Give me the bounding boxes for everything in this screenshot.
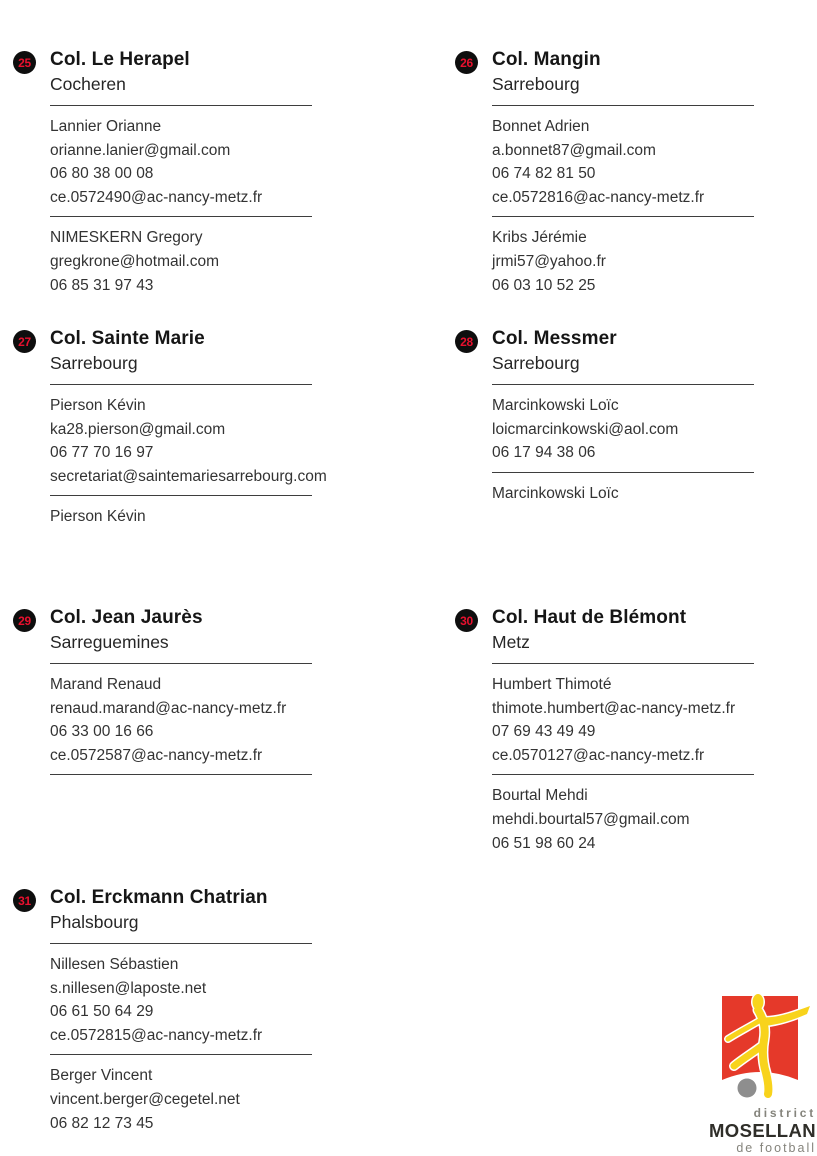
contact-email: gregkrone@hotmail.com — [50, 252, 220, 270]
contact-school-email: ce.0572490@ac-nancy-metz.fr — [50, 188, 263, 206]
school-city: Cocheren — [50, 74, 126, 94]
contact-phone: 06 77 70 16 97 — [50, 444, 154, 462]
contact-phone: 06 74 82 81 50 — [492, 165, 596, 183]
contact-school-email: ce.0572815@ac-nancy-metz.fr — [50, 1026, 263, 1044]
school-card-26 — [455, 48, 817, 297]
school-card-29 — [13, 606, 433, 784]
divider — [492, 216, 754, 217]
school-number: 27 — [18, 334, 31, 349]
divider — [492, 384, 754, 385]
school-card-27 — [13, 327, 433, 529]
contact-name: Kribs Jérémie — [492, 229, 587, 247]
contact-phone: 06 33 00 16 66 — [50, 723, 154, 741]
school-city: Metz — [492, 632, 530, 652]
contact-block — [50, 226, 433, 297]
logo-line-mosellan: MOSELLAN — [708, 1120, 816, 1141]
school-card-30 — [455, 606, 817, 855]
contact-phone: 06 80 38 00 08 — [50, 165, 154, 183]
contact-name: Nillesen Sébastien — [50, 956, 179, 973]
contact-school-email: ce.0572816@ac-nancy-metz.fr — [492, 188, 705, 206]
contact-school-email: secretariat@saintemariesarrebourg.com — [50, 467, 327, 485]
contact-school-email: ce.0570127@ac-nancy-metz.fr — [492, 746, 705, 764]
school-name: Col. Jean Jaurès — [50, 607, 203, 628]
divider — [50, 105, 312, 106]
school-number-badge — [13, 609, 36, 632]
contact-email: orianne.lanier@gmail.com — [50, 141, 231, 159]
school-name: Col. Erckmann Chatrian — [50, 887, 268, 908]
school-card-31 — [13, 886, 433, 1135]
divider — [492, 105, 754, 106]
contact-phone: 07 69 43 49 49 — [492, 723, 596, 741]
contact-block — [492, 226, 817, 297]
school-city: Sarreguemines — [50, 632, 169, 652]
divider — [50, 663, 312, 664]
divider — [492, 774, 754, 775]
school-name: Col. Le Herapel — [50, 49, 190, 70]
contact-name: Pierson Kévin — [50, 397, 146, 414]
contact-block — [50, 673, 433, 767]
divider — [50, 216, 312, 217]
contact-name: Marcinkowski Loïc — [492, 397, 619, 414]
contact-email: s.nillesen@laposte.net — [50, 979, 207, 997]
school-number-badge — [455, 330, 478, 353]
contact-name: Marcinkowski Loïc — [492, 484, 619, 502]
contact-name: Marand Renaud — [50, 676, 162, 693]
football-player-emblem-icon — [713, 993, 817, 1106]
school-name: Col. Messmer — [492, 328, 617, 349]
divider — [50, 1054, 312, 1055]
contact-school-email: ce.0572587@ac-nancy-metz.fr — [50, 746, 263, 764]
divider — [50, 495, 312, 496]
logo-text — [700, 1106, 816, 1156]
contact-block — [50, 394, 433, 488]
contact-phone: 06 03 10 52 25 — [492, 276, 596, 294]
school-number: 28 — [460, 334, 473, 349]
contact-block — [492, 784, 817, 855]
contact-block — [492, 394, 817, 465]
contact-name: Bonnet Adrien — [492, 118, 590, 135]
divider — [492, 472, 754, 473]
school-name: Col. Haut de Blémont — [492, 607, 687, 628]
school-city: Sarrebourg — [492, 74, 580, 94]
logo-line-de-football: de football — [736, 1141, 816, 1155]
school-number-badge — [455, 609, 478, 632]
contact-block — [50, 953, 433, 1047]
divider — [492, 663, 754, 664]
contact-email: renaud.marand@ac-nancy-metz.fr — [50, 699, 287, 717]
contact-email: mehdi.bourtal57@gmail.com — [492, 810, 690, 828]
contact-email: ka28.pierson@gmail.com — [50, 420, 226, 438]
contact-phone: 06 85 31 97 43 — [50, 276, 154, 294]
school-city: Phalsbourg — [50, 912, 139, 932]
contact-email: loicmarcinkowski@aol.com — [492, 420, 679, 438]
contact-phone: 06 82 12 73 45 — [50, 1114, 154, 1132]
contact-block — [492, 482, 817, 506]
school-number: 29 — [18, 613, 31, 628]
contact-block — [492, 673, 817, 767]
divider — [50, 774, 312, 775]
contact-phone: 06 61 50 64 29 — [50, 1003, 154, 1021]
school-number: 30 — [460, 613, 473, 628]
contact-email: vincent.berger@cegetel.net — [50, 1090, 240, 1108]
school-name: Col. Mangin — [492, 49, 601, 70]
school-number-badge — [455, 51, 478, 74]
contact-block — [50, 505, 433, 529]
contact-block — [492, 115, 817, 209]
contact-name: Berger Vincent — [50, 1067, 153, 1085]
school-number-badge — [13, 51, 36, 74]
logo-line-district: district — [753, 1106, 816, 1120]
contact-email: thimote.humbert@ac-nancy-metz.fr — [492, 699, 736, 717]
school-city: Sarrebourg — [492, 353, 580, 373]
contact-name: Pierson Kévin — [50, 508, 146, 526]
school-city: Sarrebourg — [50, 353, 138, 373]
school-card-25 — [13, 48, 433, 297]
school-name: Col. Sainte Marie — [50, 328, 205, 349]
contact-phone: 06 51 98 60 24 — [492, 834, 596, 852]
contact-name: NIMESKERN Gregory — [50, 229, 203, 247]
school-number-badge — [13, 889, 36, 912]
school-number-badge — [13, 330, 36, 353]
school-number: 31 — [18, 893, 31, 908]
school-number: 26 — [460, 55, 473, 70]
contact-name: Lannier Orianne — [50, 118, 162, 135]
divider — [50, 943, 312, 944]
school-number: 25 — [18, 55, 31, 70]
contact-email: a.bonnet87@gmail.com — [492, 141, 656, 159]
contact-email: jrmi57@yahoo.fr — [492, 252, 606, 270]
contact-name: Bourtal Mehdi — [492, 787, 588, 805]
contact-name: Humbert Thimoté — [492, 676, 612, 693]
school-card-28 — [455, 327, 817, 505]
contact-block — [50, 115, 433, 209]
divider — [50, 384, 312, 385]
contact-block — [50, 1064, 433, 1135]
contact-phone: 06 17 94 38 06 — [492, 444, 596, 462]
